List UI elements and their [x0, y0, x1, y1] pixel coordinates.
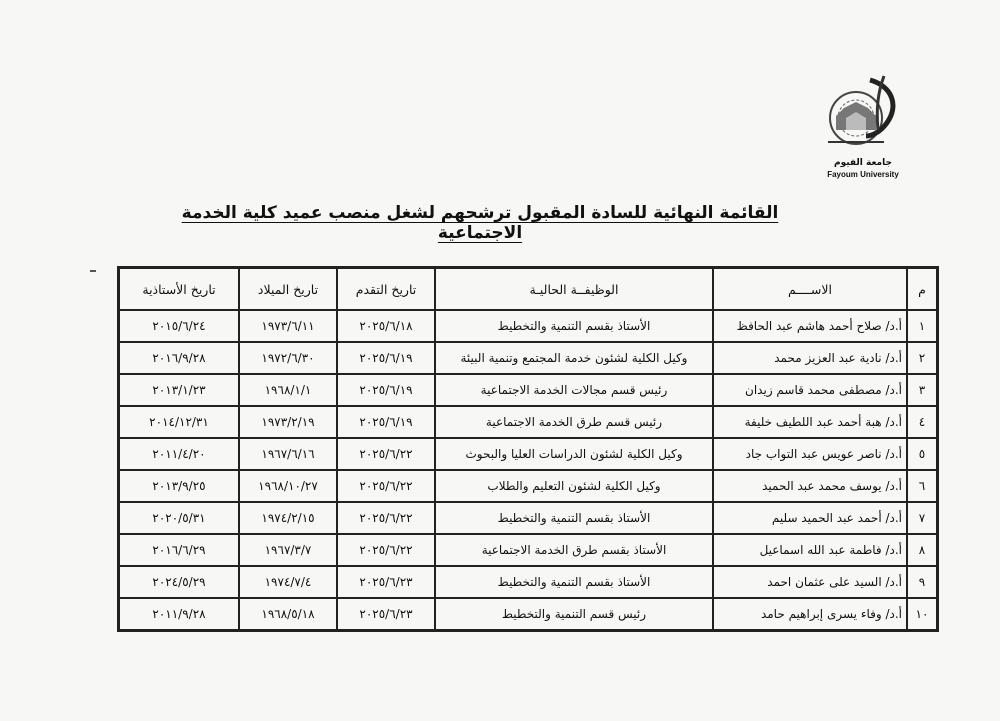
- header-name: الاســــم: [713, 268, 907, 310]
- fayoum-university-logo-icon: [822, 72, 904, 158]
- table-row: [119, 566, 937, 598]
- cell-birth-date: ١٩٧٤/٢/١٥: [239, 502, 337, 534]
- logo-arabic-text: جامعة الفيوم: [834, 158, 892, 168]
- cell-birth-date: ١٩٧٢/٦/٣٠: [239, 342, 337, 374]
- cell-professorship-date: ٢٠١٣/١/٢٣: [119, 374, 239, 406]
- cell-professorship-date: ٢٠١٣/٩/٢٥: [119, 470, 239, 502]
- cell-job: رئيس قسم مجالات الخدمة الاجتماعية: [435, 374, 713, 406]
- cell-professorship-date: ٢٠١٦/٩/٢٨: [119, 342, 239, 374]
- cell-applied-date: ٢٠٢٥/٦/١٨: [337, 310, 435, 342]
- cell-applied-date: ٢٠٢٥/٦/١٩: [337, 342, 435, 374]
- cell-professorship-date: ٢٠١٤/١٢/٣١: [119, 406, 239, 438]
- cell-job: وكيل الكلية لشئون التعليم والطلاب: [435, 470, 713, 502]
- table-row: [119, 534, 937, 566]
- table-row: [119, 502, 937, 534]
- header-job: الوظيفــة الحاليـة: [435, 268, 713, 310]
- cell-name: أ.د/ السيد على عثمان احمد: [713, 566, 907, 598]
- cell-job: رئيس قسم التنمية والتخطيط: [435, 598, 713, 630]
- cell-birth-date: ١٩٦٧/٣/٧: [239, 534, 337, 566]
- table-row: [119, 342, 937, 374]
- cell-applied-date: ٢٠٢٥/٦/٢٣: [337, 598, 435, 630]
- cell-name: أ.د/ أحمد عبد الحميد سليم: [713, 502, 907, 534]
- cell-applied-date: ٢٠٢٥/٦/٢٢: [337, 534, 435, 566]
- university-logo: [822, 72, 904, 179]
- cell-job: وكيل الكلية لشئون خدمة المجتمع وتنمية البيئة: [435, 342, 713, 374]
- scan-mark: [90, 270, 96, 272]
- cell-num: ٤: [907, 406, 937, 438]
- header-birth-date: تاريخ الميلاد: [239, 268, 337, 310]
- cell-name: أ.د/ فاطمة عبد الله اسماعيل: [713, 534, 907, 566]
- cell-job: الأستاذ بقسم التنمية والتخطيط: [435, 566, 713, 598]
- cell-job: الأستاذ بقسم التنمية والتخطيط: [435, 310, 713, 342]
- table-row: [119, 406, 937, 438]
- cell-job: رئيس قسم طرق الخدمة الاجتماعية: [435, 406, 713, 438]
- cell-num: ٣: [907, 374, 937, 406]
- cell-birth-date: ١٩٦٨/١٠/٢٧: [239, 470, 337, 502]
- cell-num: ٨: [907, 534, 937, 566]
- cell-name: أ.د/ مصطفى محمد قاسم زيدان: [713, 374, 907, 406]
- cell-professorship-date: ٢٠٢٤/٥/٢٩: [119, 566, 239, 598]
- cell-name: أ.د/ ناصر عويس عبد التواب جاد: [713, 438, 907, 470]
- cell-name: أ.د/ نادية عبد العزيز محمد: [713, 342, 907, 374]
- cell-birth-date: ١٩٦٨/١/١: [239, 374, 337, 406]
- document-title: القائمة النهائية للسادة المقبول ترشحهم لشغل منصب عميد كلية الخدمة الاجتماعية: [181, 203, 779, 243]
- candidates-table: [117, 266, 939, 632]
- cell-applied-date: ٢٠٢٥/٦/١٩: [337, 406, 435, 438]
- cell-num: ٩: [907, 566, 937, 598]
- cell-num: ١٠: [907, 598, 937, 630]
- cell-applied-date: ٢٠٢٥/٦/٢٣: [337, 566, 435, 598]
- table-header-row: [119, 268, 937, 310]
- cell-professorship-date: ٢٠١٦/٦/٢٩: [119, 534, 239, 566]
- cell-professorship-date: ٢٠٢٠/٥/٣١: [119, 502, 239, 534]
- cell-professorship-date: ٢٠١١/٩/٢٨: [119, 598, 239, 630]
- header-num: م: [907, 268, 937, 310]
- cell-job: وكيل الكلية لشئون الدراسات العليا والبحوث: [435, 438, 713, 470]
- cell-applied-date: ٢٠٢٥/٦/٢٢: [337, 470, 435, 502]
- header-professorship-date: تاريخ الأستاذية: [119, 268, 239, 310]
- cell-name: أ.د/ يوسف محمد عبد الحميد: [713, 470, 907, 502]
- header-applied-date: تاريخ التقدم: [337, 268, 435, 310]
- cell-applied-date: ٢٠٢٥/٦/٢٢: [337, 502, 435, 534]
- cell-birth-date: ١٩٧٣/٦/١١: [239, 310, 337, 342]
- cell-num: ٢: [907, 342, 937, 374]
- cell-professorship-date: ٢٠١٥/٦/٢٤: [119, 310, 239, 342]
- cell-birth-date: ١٩٧٣/٢/١٩: [239, 406, 337, 438]
- cell-birth-date: ١٩٧٤/٧/٤: [239, 566, 337, 598]
- table-row: [119, 470, 937, 502]
- table-row: [119, 438, 937, 470]
- cell-birth-date: ١٩٦٧/٦/١٦: [239, 438, 337, 470]
- table-row: [119, 374, 937, 406]
- cell-applied-date: ٢٠٢٥/٦/٢٢: [337, 438, 435, 470]
- table-row: [119, 310, 937, 342]
- cell-applied-date: ٢٠٢٥/٦/١٩: [337, 374, 435, 406]
- logo-english-text: Fayoum University: [827, 170, 899, 179]
- cell-job: الأستاذ بقسم التنمية والتخطيط: [435, 502, 713, 534]
- cell-job: الأستاذ بقسم طرق الخدمة الاجتماعية: [435, 534, 713, 566]
- cell-birth-date: ١٩٦٨/٥/١٨: [239, 598, 337, 630]
- cell-num: ٧: [907, 502, 937, 534]
- cell-name: أ.د/ صلاح أحمد هاشم عبد الحافظ: [713, 310, 907, 342]
- cell-num: ١: [907, 310, 937, 342]
- cell-professorship-date: ٢٠١١/٤/٢٠: [119, 438, 239, 470]
- cell-name: أ.د/ هبة أحمد عبد اللطيف خليفة: [713, 406, 907, 438]
- table-row: [119, 598, 937, 630]
- cell-num: ٥: [907, 438, 937, 470]
- cell-num: ٦: [907, 470, 937, 502]
- cell-name: أ.د/ وفاء يسرى إبراهيم حامد: [713, 598, 907, 630]
